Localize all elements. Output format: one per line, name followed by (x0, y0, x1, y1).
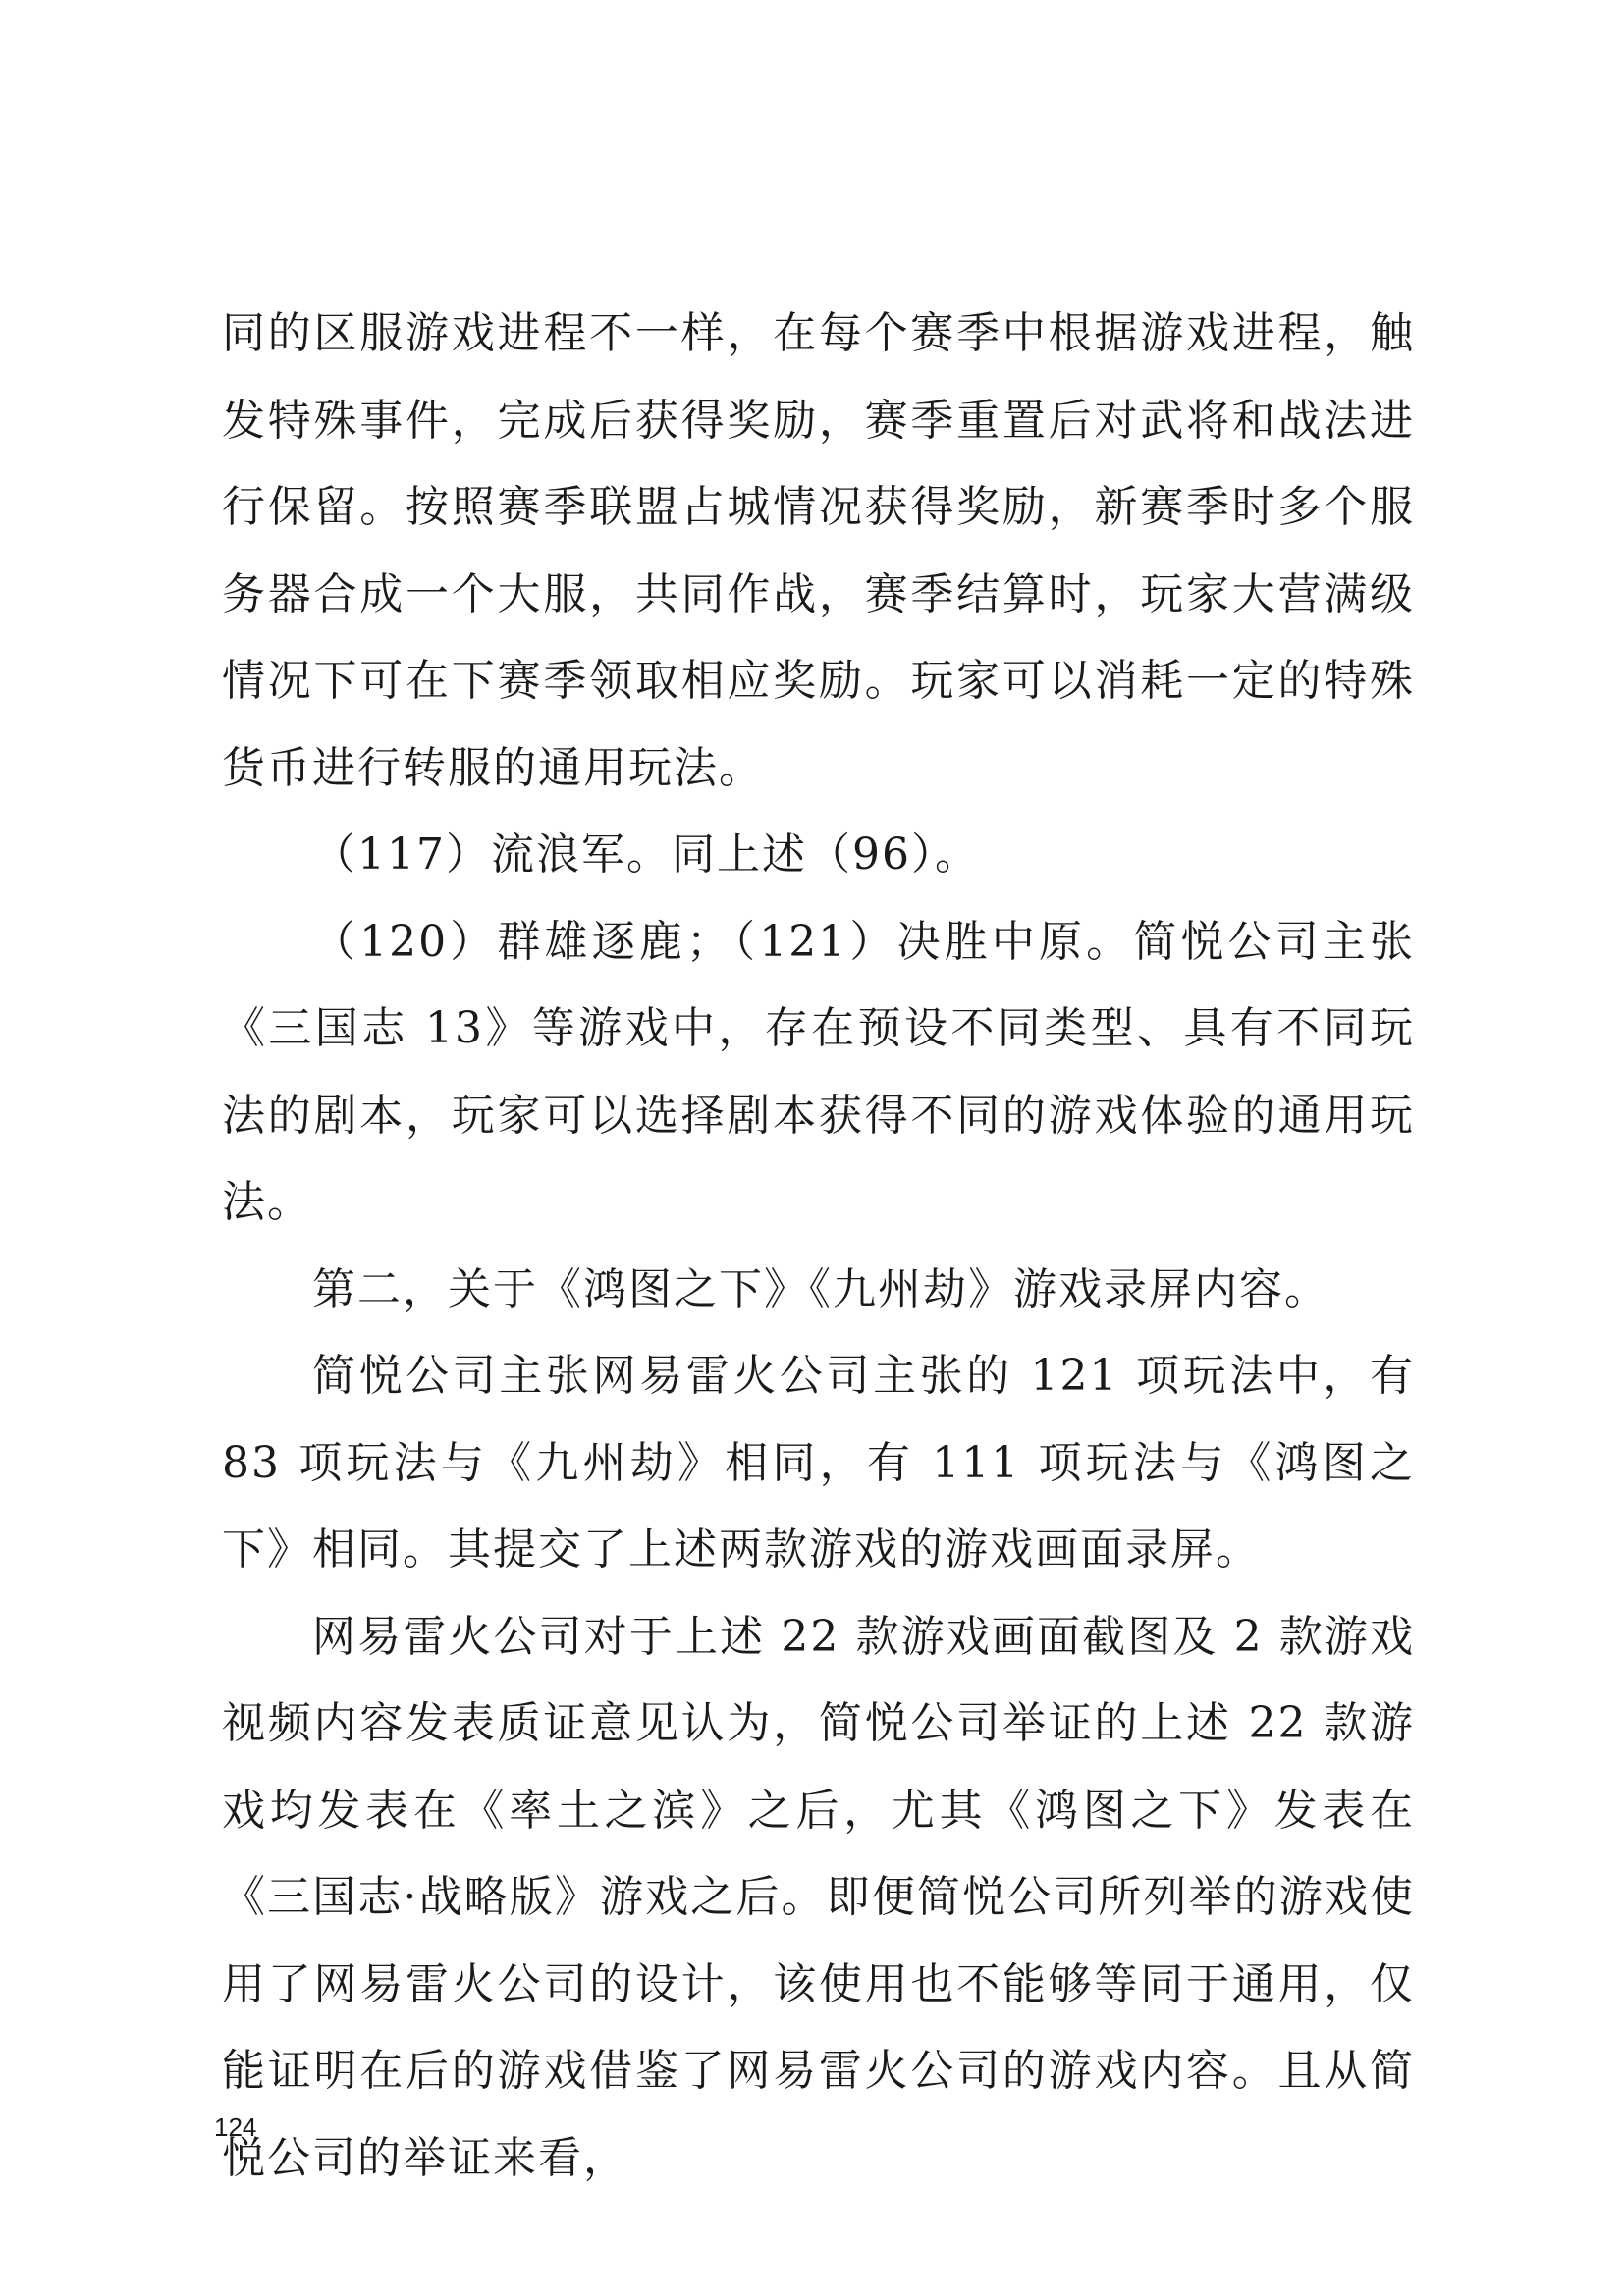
paragraph-6: 网易雷火公司对于上述 22 款游戏画面截图及 2 款游戏视频内容发表质证意见认为，简悦公司举证的上述 22 款游戏均发表在《率土之滨》之后，尤其《鸿图之下》发表在《三国志·战略版》游戏之后。即便简悦公司所列举的游戏使用了网易雷火公司的设计，该使用也不能够等同于通用，仅能证明在后的游戏借鉴了网易雷火公司的游戏内容。且从简悦公司的举证来看， (222, 1611, 1415, 2183)
paragraph-2: （117）流浪军。同上述（96）。 (312, 829, 980, 880)
paragraph-4: 第二，关于《鸿图之下》《九州劫》游戏录屏内容。 (312, 1263, 1329, 1314)
page-number: 124 (214, 2112, 257, 2142)
paragraph-1: 同的区服游戏进程不一样，在每个赛季中根据游戏进程，触发特殊事件，完成后获得奖励，赛季重置后对武将和战法进行保留。按照赛季联盟占城情况获得奖励，新赛季时多个服务器合成一个大服，共同作战，赛季结算时，玩家大营满级情况下可在下赛季领取相应奖励。玩家可以消耗一定的特殊货币进行转服的通用玩法。 (222, 308, 1415, 793)
body-text (222, 291, 1415, 2202)
paragraph-5: 简悦公司主张网易雷火公司主张的 121 项玩法中，有 83 项玩法与《九州劫》相同，有 111 项玩法与《鸿图之下》相同。其提交了上述两款游戏的游戏画面录屏。 (222, 1351, 1415, 1575)
paragraph-3: （120）群雄逐鹿；（121）决胜中原。简悦公司主张《三国志 13》等游戏中，存在预设不同类型、具有不同玩法的剧本，玩家可以选择剧本获得不同的游戏体验的通用玩法。 (222, 916, 1415, 1227)
